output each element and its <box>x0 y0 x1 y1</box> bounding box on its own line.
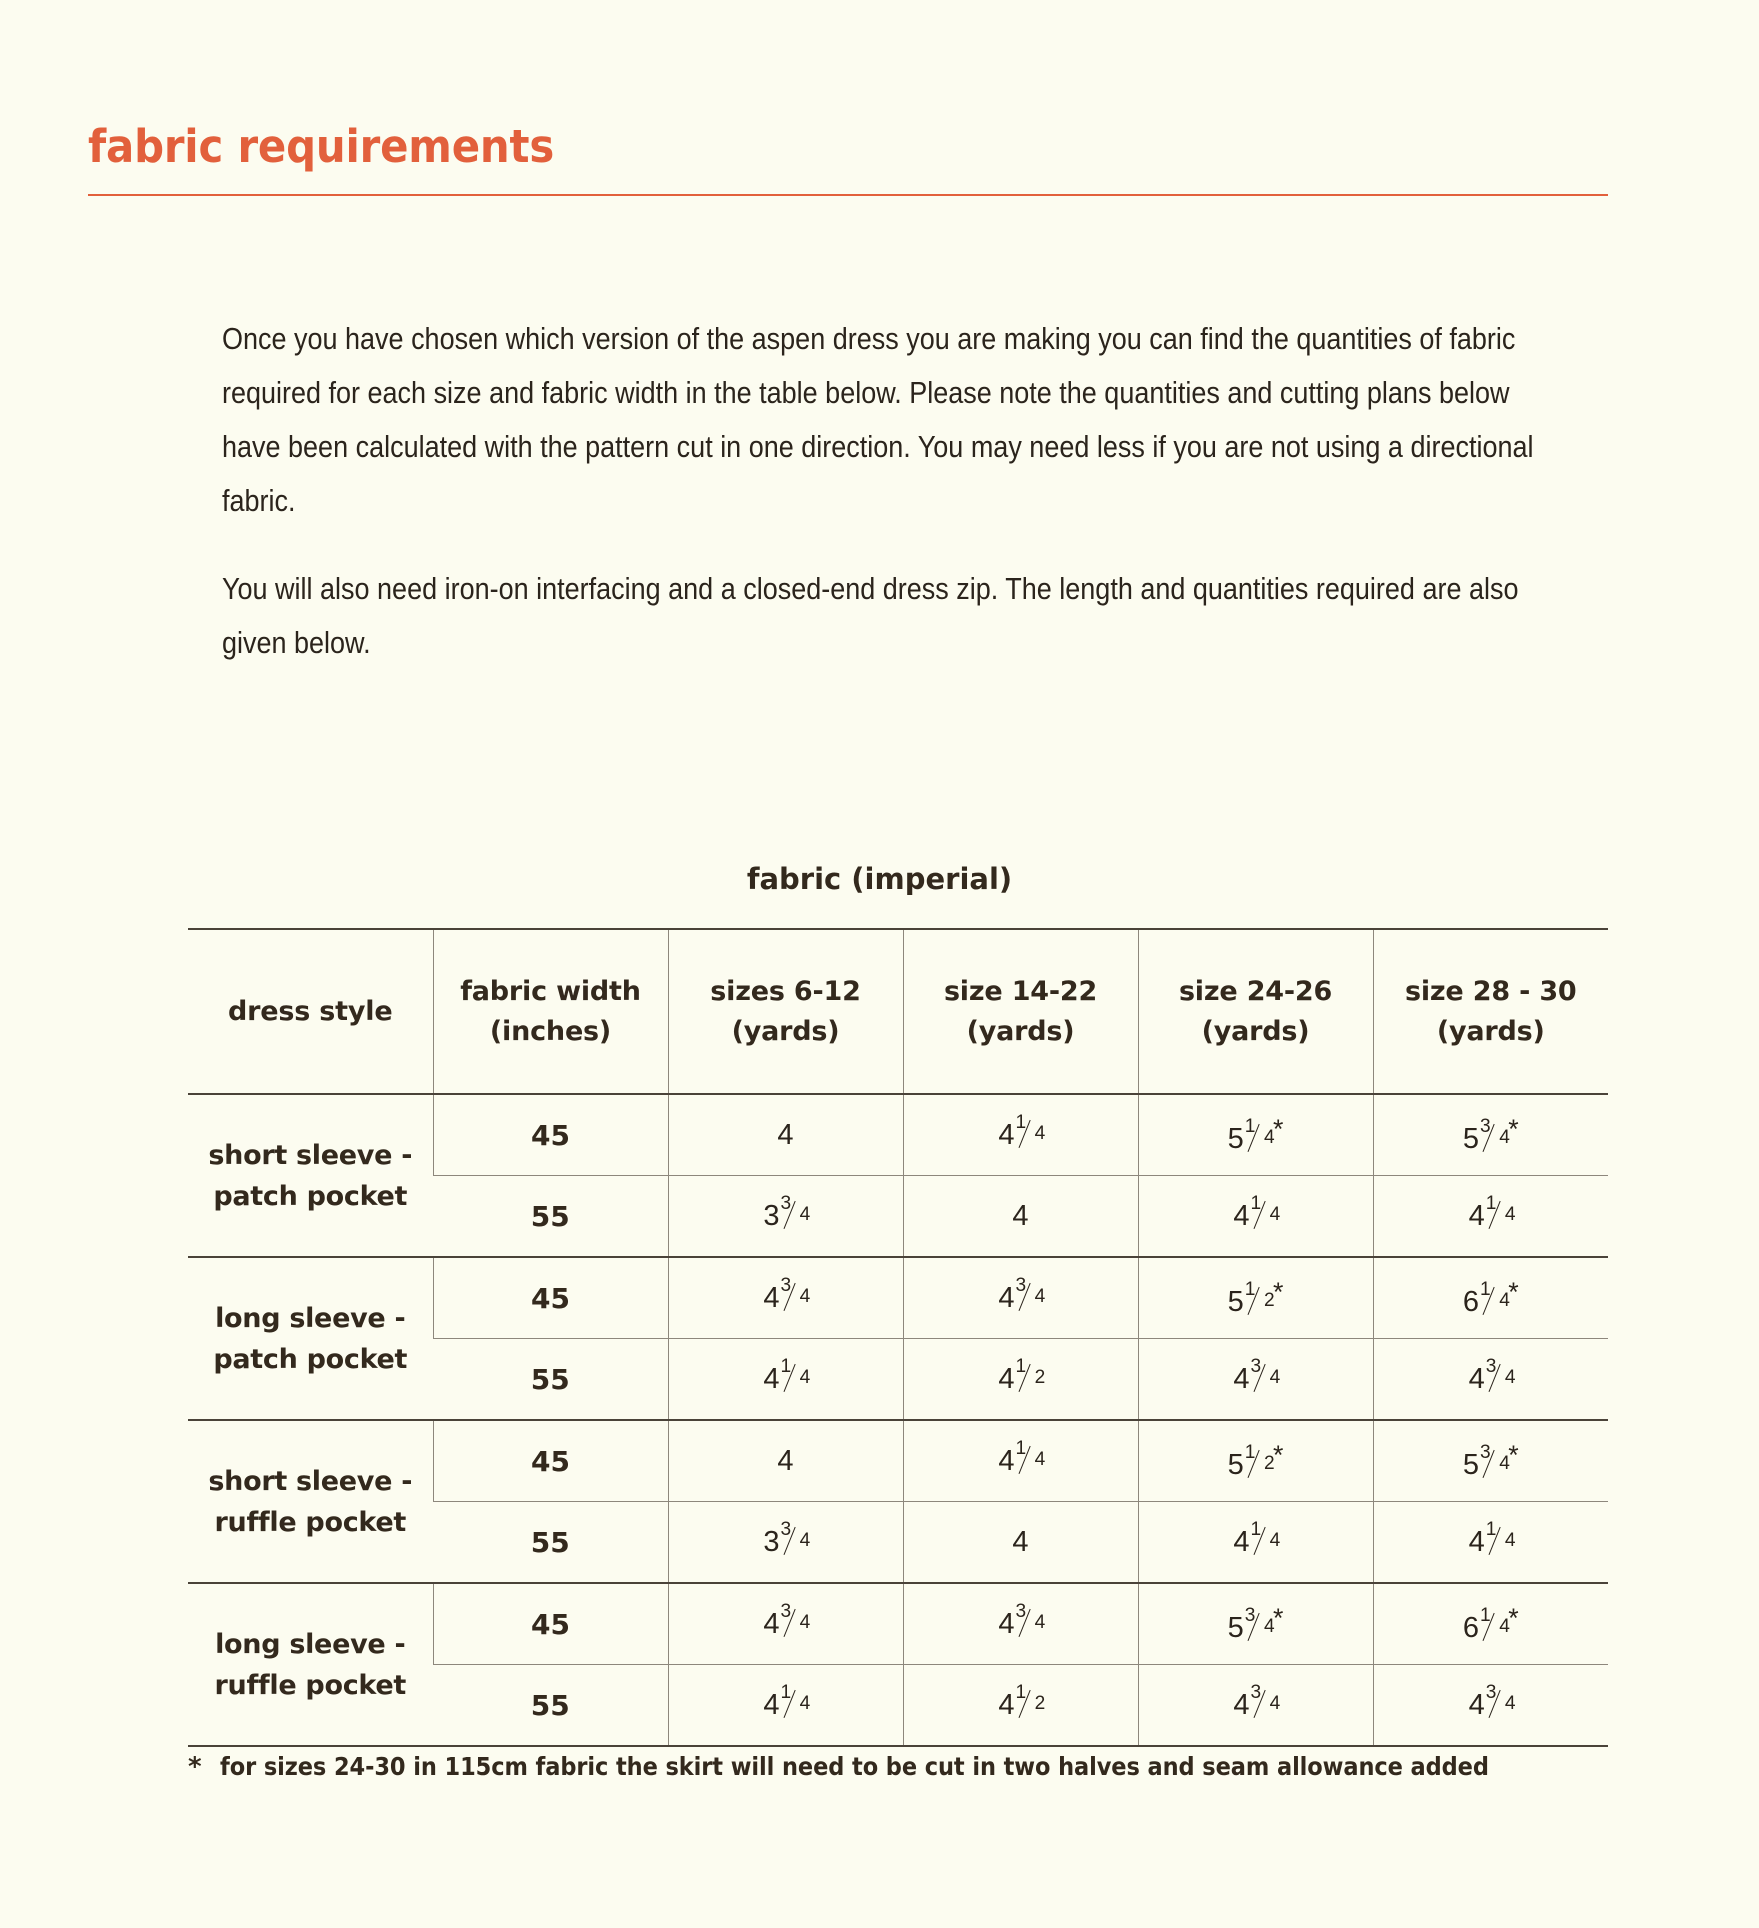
title-divider <box>88 194 1608 196</box>
measure-value: 4 3 4 <box>763 1600 811 1641</box>
cell-sizes-6-12 <box>668 1094 903 1176</box>
fraction-numerator: 3 <box>1250 1681 1262 1703</box>
cell-sizes-6-12 <box>668 1583 903 1665</box>
column-header-line1: size 14-22 <box>943 975 1098 1007</box>
footnote-asterisk: * <box>1508 1276 1519 1307</box>
fraction-numerator: 3 <box>780 1600 792 1622</box>
footnote-text: for sizes 24-30 in 115cm fabric the skirt will need to be cut in two halves and seam allowance added <box>219 1752 1489 1781</box>
cell-size-24-26 <box>1138 1583 1373 1665</box>
footnote-asterisk: * <box>1272 1276 1284 1307</box>
column-header-size-14-22 <box>903 929 1138 1094</box>
fraction-denominator: 4 <box>1263 1616 1275 1638</box>
cell-sizes-6-12 <box>668 1665 903 1747</box>
fraction-numerator: 3 <box>1250 1355 1262 1377</box>
cell-size-28-30 <box>1373 1665 1608 1747</box>
fraction-numerator: 1 <box>1015 1355 1027 1377</box>
measure-value: 4 3 4 <box>763 1274 811 1315</box>
cell-size-24-26 <box>1138 1176 1373 1258</box>
cell-fabric-width: 45 <box>433 1583 668 1665</box>
fraction-numerator: 3 <box>1015 1274 1027 1296</box>
fraction-numerator: 1 <box>1479 1604 1491 1626</box>
measure-value: 4 1 4 <box>1468 1518 1516 1559</box>
fraction-denominator: 2 <box>1034 1367 1046 1389</box>
fraction <box>1479 1604 1510 1639</box>
column-header-line2: (inches) <box>489 1015 612 1047</box>
cell-size-28-30 <box>1373 1176 1608 1258</box>
measure-value: 4 1 4 <box>763 1681 811 1722</box>
fabric-table-wrapper <box>188 928 1608 1747</box>
cell-size-14-22 <box>903 1502 1138 1584</box>
measure-value: 4 <box>777 1118 794 1151</box>
cell-sizes-6-12 <box>668 1420 903 1502</box>
dress-style-line1: long sleeve - <box>215 1302 406 1334</box>
cell-size-14-22 <box>903 1583 1138 1665</box>
fraction-denominator: 4 <box>1034 1449 1046 1471</box>
cell-size-28-30 <box>1373 1339 1608 1421</box>
column-header-line2: (yards) <box>1201 1015 1310 1047</box>
cell-fabric-width: 45 <box>433 1420 668 1502</box>
column-header-fabric-width <box>433 929 668 1094</box>
measure-value: 3 3 4 <box>763 1192 811 1233</box>
measure-value: 5 1 2 * <box>1227 1439 1284 1482</box>
fraction-denominator: 4 <box>1263 1127 1275 1149</box>
column-header-line1: fabric width <box>460 975 641 1007</box>
dress-style-line2: ruffle pocket <box>214 1669 406 1701</box>
fraction <box>1479 1441 1510 1476</box>
cell-fabric-width: 55 <box>433 1665 668 1747</box>
fraction-numerator: 1 <box>1015 1437 1027 1459</box>
measure-value: 4 1 2 <box>998 1681 1046 1722</box>
fabric-imperial-table <box>188 928 1608 1747</box>
measure-value: 5 3 4 * <box>1462 1439 1519 1482</box>
intro-text-block <box>222 312 1542 670</box>
dress-style-line2: ruffle pocket <box>214 1506 406 1538</box>
cell-size-24-26 <box>1138 1420 1373 1502</box>
fraction-numerator: 3 <box>780 1518 792 1540</box>
fraction <box>1244 1278 1275 1313</box>
fraction-numerator: 3 <box>1479 1441 1491 1463</box>
column-header-size-24-26 <box>1138 929 1373 1094</box>
fraction-denominator: 4 <box>799 1693 811 1715</box>
cell-sizes-6-12 <box>668 1257 903 1339</box>
row-header-dress-style <box>188 1583 433 1746</box>
column-header-size-28-30 <box>1373 929 1608 1094</box>
fraction-numerator: 3 <box>1485 1355 1497 1377</box>
cell-size-14-22 <box>903 1257 1138 1339</box>
cell-sizes-6-12 <box>668 1339 903 1421</box>
cell-fabric-width: 55 <box>433 1176 668 1258</box>
fraction-denominator: 4 <box>1504 1367 1516 1389</box>
fraction <box>1244 1115 1275 1150</box>
cell-size-24-26 <box>1138 1665 1373 1747</box>
dress-style-line1: short sleeve - <box>208 1465 413 1497</box>
column-header-line1: size 24-26 <box>1178 975 1333 1007</box>
measure-value: 4 1 4 <box>998 1111 1046 1152</box>
measure-value: 4 3 4 <box>1468 1355 1516 1396</box>
fraction-numerator: 1 <box>1015 1111 1027 1133</box>
column-header-line1: size 28 - 30 <box>1404 975 1577 1007</box>
footnote-asterisk: * <box>1272 1602 1284 1633</box>
fraction-numerator: 3 <box>1485 1681 1497 1703</box>
dress-style-line1: short sleeve - <box>208 1139 413 1171</box>
fraction-numerator: 1 <box>1485 1518 1497 1540</box>
fraction-denominator: 4 <box>1504 1204 1516 1226</box>
title-block <box>88 122 1608 196</box>
measure-value: 4 1 4 <box>1233 1518 1281 1559</box>
fraction-denominator: 4 <box>799 1530 811 1552</box>
cell-size-14-22 <box>903 1420 1138 1502</box>
fraction-denominator: 4 <box>1034 1123 1046 1145</box>
column-header-line1: dress style <box>228 995 393 1027</box>
fraction-numerator: 1 <box>1244 1441 1256 1463</box>
dress-style-line2: patch pocket <box>213 1180 408 1212</box>
cell-size-14-22 <box>903 1094 1138 1176</box>
table-row <box>188 1583 1608 1665</box>
table-row <box>188 1094 1608 1176</box>
cell-fabric-width: 55 <box>433 1502 668 1584</box>
measure-value: 4 1 4 <box>763 1355 811 1396</box>
cell-fabric-width: 45 <box>433 1094 668 1176</box>
fraction <box>1244 1604 1275 1639</box>
row-header-dress-style <box>188 1094 433 1257</box>
page-title: fabric requirements <box>88 120 555 173</box>
footnote-asterisk: * <box>1272 1439 1284 1470</box>
cell-size-24-26 <box>1138 1339 1373 1421</box>
cell-size-28-30 <box>1373 1502 1608 1584</box>
footnote <box>188 1752 1608 1782</box>
table-caption: fabric (imperial) <box>746 862 1013 896</box>
column-header-line2: (yards) <box>1436 1015 1545 1047</box>
fraction-denominator: 2 <box>1263 1453 1275 1475</box>
cell-size-14-22 <box>903 1176 1138 1258</box>
fraction-denominator: 2 <box>1034 1693 1046 1715</box>
dress-style-line2: patch pocket <box>213 1343 408 1375</box>
fraction-numerator: 3 <box>780 1192 792 1214</box>
fraction-numerator: 3 <box>1015 1600 1027 1622</box>
fraction-numerator: 1 <box>1244 1278 1256 1300</box>
measure-value: 6 1 4 * <box>1462 1602 1519 1645</box>
measure-value: 5 1 2 * <box>1227 1276 1284 1319</box>
footnote-asterisk: * <box>1508 1602 1519 1633</box>
cell-size-24-26 <box>1138 1094 1373 1176</box>
fraction-numerator: 3 <box>780 1274 792 1296</box>
column-header-line2: (yards) <box>731 1015 840 1047</box>
measure-value: 4 3 4 <box>1233 1681 1281 1722</box>
cell-fabric-width: 55 <box>433 1339 668 1421</box>
measure-value: 4 3 4 <box>1233 1355 1281 1396</box>
column-header-line2: (yards) <box>966 1015 1075 1047</box>
measure-value: 4 <box>777 1444 794 1477</box>
table-body <box>188 1094 1608 1746</box>
fraction-denominator: 4 <box>1269 1693 1281 1715</box>
fraction-denominator: 4 <box>1269 1367 1281 1389</box>
measure-value: 4 3 4 <box>998 1600 1046 1641</box>
column-header-sizes-6-12 <box>668 929 903 1094</box>
fraction <box>1479 1278 1510 1313</box>
cell-fabric-width: 45 <box>433 1257 668 1339</box>
cell-size-14-22 <box>903 1665 1138 1747</box>
footnote-asterisk: * <box>1508 1113 1519 1144</box>
fraction-denominator: 4 <box>1034 1286 1046 1308</box>
footnote-asterisk: * <box>1272 1113 1284 1144</box>
footnote-marker: * <box>188 1752 202 1782</box>
table-header-row <box>188 929 1608 1094</box>
fraction-denominator: 4 <box>1499 1453 1510 1475</box>
fraction-numerator: 1 <box>1250 1518 1262 1540</box>
cell-size-28-30 <box>1373 1420 1608 1502</box>
cell-size-14-22 <box>903 1339 1138 1421</box>
fraction-numerator: 1 <box>1250 1192 1262 1214</box>
fraction-numerator: 1 <box>1479 1278 1491 1300</box>
measure-value: 3 3 4 <box>763 1518 811 1559</box>
measure-value: 4 3 4 <box>998 1274 1046 1315</box>
row-header-dress-style <box>188 1257 433 1420</box>
cell-size-28-30 <box>1373 1583 1608 1665</box>
cell-size-28-30 <box>1373 1257 1608 1339</box>
table-row <box>188 1257 1608 1339</box>
fraction-denominator: 4 <box>1269 1204 1281 1226</box>
fraction-numerator: 3 <box>1244 1604 1256 1626</box>
column-header-dress-style <box>188 929 433 1094</box>
measure-value: 4 <box>1012 1525 1029 1558</box>
fraction-denominator: 4 <box>799 1612 811 1634</box>
fraction-denominator: 2 <box>1263 1290 1275 1312</box>
fraction <box>1479 1115 1510 1150</box>
dress-style-line1: long sleeve - <box>215 1628 406 1660</box>
row-header-dress-style <box>188 1420 433 1583</box>
measure-value: 5 3 4 * <box>1462 1113 1519 1156</box>
fraction-denominator: 4 <box>1034 1612 1046 1634</box>
measure-value: 4 3 4 <box>1468 1681 1516 1722</box>
measure-value: 5 1 4 * <box>1227 1113 1284 1156</box>
intro-paragraph-2: You will also need iron-on interfacing and a closed-end dress zip. The length and quantities required are also given below. <box>222 572 1519 660</box>
fraction-denominator: 4 <box>1504 1693 1516 1715</box>
footnote-asterisk: * <box>1508 1439 1519 1470</box>
fraction-denominator: 4 <box>1269 1530 1281 1552</box>
measure-value: 4 1 4 <box>998 1437 1046 1478</box>
fraction-denominator: 4 <box>799 1367 811 1389</box>
measure-value: 4 1 4 <box>1233 1192 1281 1233</box>
fraction-numerator: 1 <box>1485 1192 1497 1214</box>
cell-size-24-26 <box>1138 1257 1373 1339</box>
measure-value: 4 1 4 <box>1468 1192 1516 1233</box>
fraction-denominator: 4 <box>799 1204 811 1226</box>
fraction-denominator: 4 <box>799 1286 811 1308</box>
measure-value: 6 1 4 * <box>1462 1276 1519 1319</box>
fraction-denominator: 4 <box>1499 1616 1510 1638</box>
measure-value: 4 <box>1012 1199 1029 1232</box>
cell-sizes-6-12 <box>668 1502 903 1584</box>
column-header-line1: sizes 6-12 <box>710 975 861 1007</box>
fraction-numerator: 1 <box>1015 1681 1027 1703</box>
fraction-denominator: 4 <box>1499 1290 1510 1312</box>
cell-size-28-30 <box>1373 1094 1608 1176</box>
intro-paragraph-1: Once you have chosen which version of the aspen dress you are making you can find the quantities of fabric required for each size and fabric width in the table below. Please note the quantities and cutting plans below have been calculated with the pattern cut in one direction. You may need less if you are not using a directional fabric. <box>222 322 1534 518</box>
fraction-denominator: 4 <box>1504 1530 1516 1552</box>
table-header <box>188 929 1608 1094</box>
measure-value: 5 3 4 * <box>1227 1602 1284 1645</box>
cell-size-24-26 <box>1138 1502 1373 1584</box>
fraction-numerator: 1 <box>1244 1115 1256 1137</box>
fraction-denominator: 4 <box>1499 1127 1510 1149</box>
cell-sizes-6-12 <box>668 1176 903 1258</box>
fraction-numerator: 1 <box>780 1355 792 1377</box>
fraction-numerator: 1 <box>780 1681 792 1703</box>
measure-value: 4 1 2 <box>998 1355 1046 1396</box>
fraction-numerator: 3 <box>1479 1115 1491 1137</box>
fraction <box>1244 1441 1275 1476</box>
table-row <box>188 1420 1608 1502</box>
